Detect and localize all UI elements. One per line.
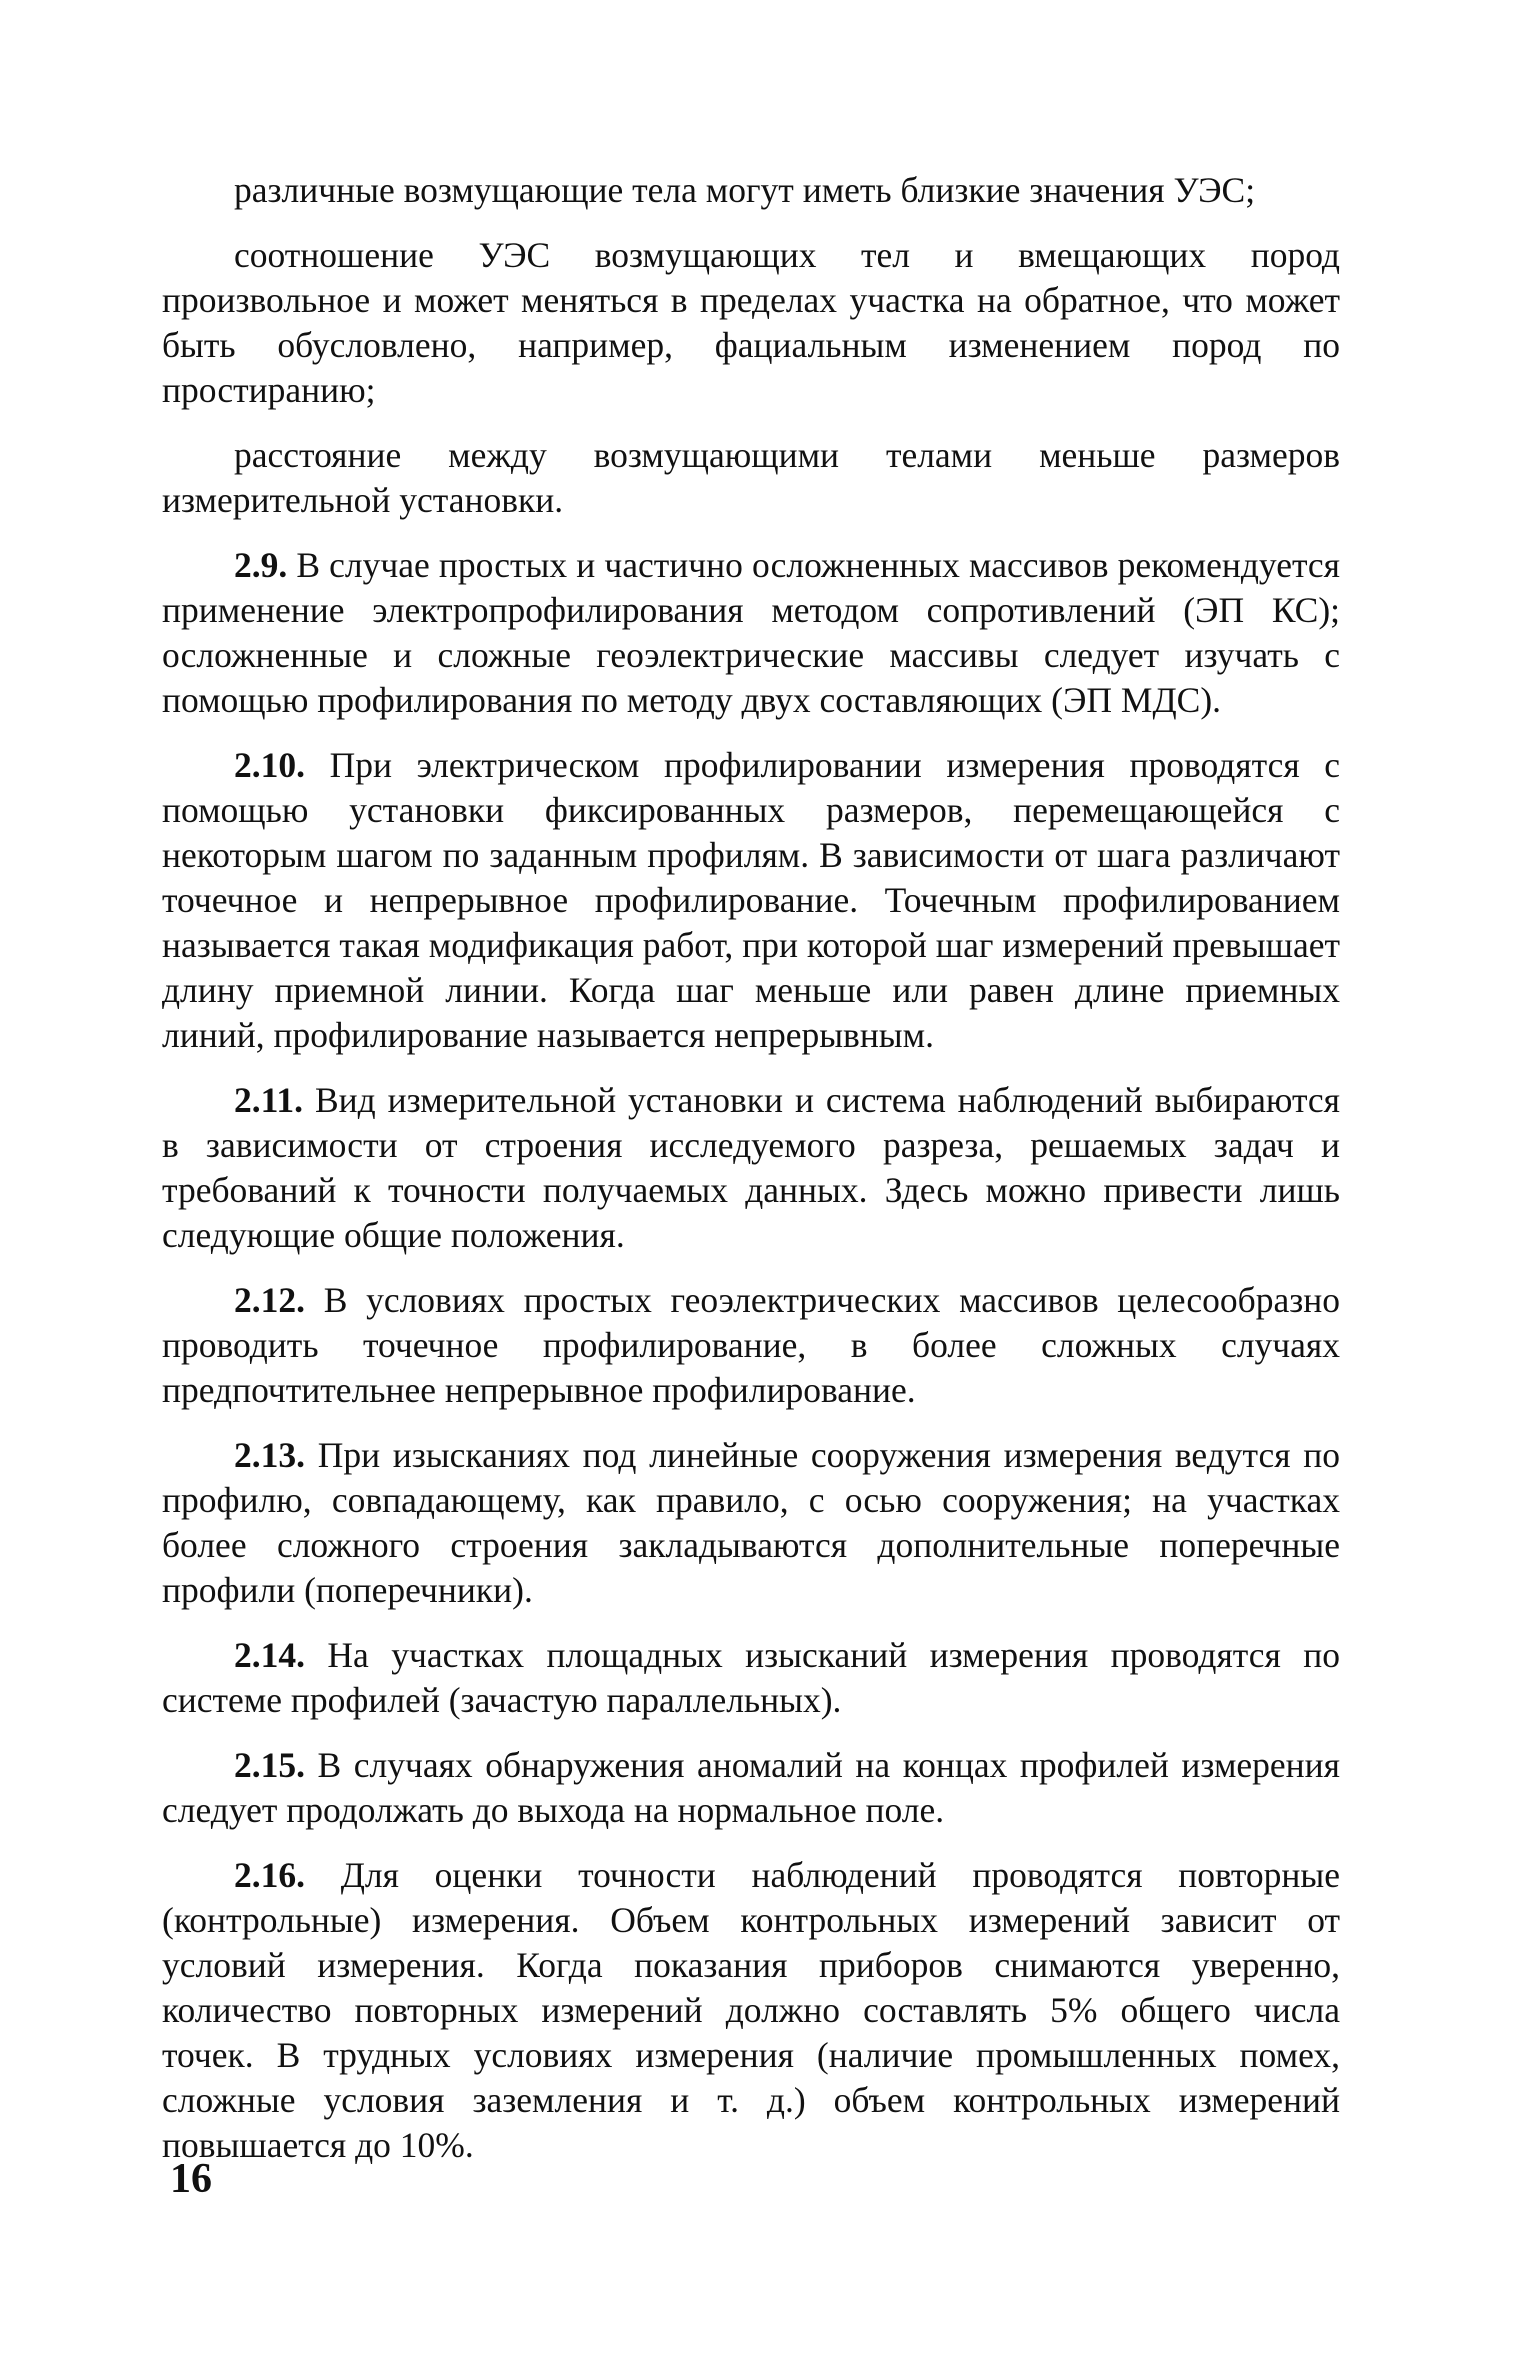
paragraph-3 — [162, 433, 1340, 523]
paragraph-text: соотношение УЭС возмущающих тел и вмещающих пород произвольное и может меняться в пределах участка на обратное, что может быть обусловлено, например, фациальным изменением пород по простиранию; — [162, 235, 1340, 410]
page-body — [162, 168, 1340, 2188]
paragraph-text: расстояние между возмущающими телами меньше размеров измерительной установки. — [162, 435, 1340, 520]
paragraph-text: Для оценки точности наблюдений проводятся повторные (контрольные) измерения. Объем контрольных измерений зависит от условий измерения. Когда показания приборов снимаются уверенно, количество повторных измерений должно составлять 5% общего числа точек. В трудных условиях измерения (наличие промышленных помех, сложные условия заземления и т. д.) объем контрольных измерений повышается до 10%. — [162, 1855, 1341, 2165]
paragraph-2 — [162, 233, 1340, 413]
section-number: 2.9. — [234, 545, 288, 585]
paragraph-text: Вид измерительной установки и система наблюдений выбираются в зависимости от строения исследуемого разреза, решаемых задач и требований к точности получаемых данных. Здесь можно привести лишь следующие общие положения. — [162, 1080, 1340, 1255]
section-2-15 — [162, 1743, 1340, 1833]
section-number: 2.16. — [234, 1855, 305, 1895]
page-number: 16 — [170, 2156, 212, 2202]
paragraph-text: При изысканиях под линейные сооружения измерения ведутся по профилю, совпадающему, как правило, с осью сооружения; на участках более сложного строения закладываются дополнительные поперечные профили (поперечники). — [162, 1435, 1340, 1610]
section-2-16 — [162, 1853, 1340, 2168]
paragraph-text: В условиях простых геоэлектрических массивов целесообразно проводить точечное профилирование, в более сложных случаях предпочтительнее непрерывное профилирование. — [162, 1280, 1340, 1410]
paragraph-text: На участках площадных изысканий измерения проводятся по системе профилей (зачастую параллельных). — [162, 1635, 1340, 1720]
section-2-12 — [162, 1278, 1340, 1413]
section-number: 2.15. — [234, 1745, 305, 1785]
section-number: 2.11. — [234, 1080, 304, 1120]
section-2-11 — [162, 1078, 1340, 1258]
section-number: 2.13. — [234, 1435, 305, 1475]
paragraph-text: В случаях обнаружения аномалий на концах профилей измерения следует продолжать до выхода на нормальное поле. — [162, 1745, 1341, 1830]
section-number: 2.12. — [234, 1280, 305, 1320]
section-number: 2.14. — [234, 1635, 305, 1675]
section-2-14 — [162, 1633, 1340, 1723]
section-number: 2.10. — [234, 745, 305, 785]
paragraph-text: При электрическом профилировании измерения проводятся с помощью установки фиксированных размеров, перемещающейся с некоторым шагом по заданным профилям. В зависимости от шага различают точечное и непрерывное профилирование. Точечным профилированием называется такая модификация работ, при которой шаг измерений превышает длину приемной линии. Когда шаг меньше или равен длине приемных линий, профилирование называется непрерывным. — [162, 745, 1341, 1055]
section-2-9 — [162, 543, 1340, 723]
paragraph-text: В случае простых и частично осложненных массивов рекомендуется применение электропрофилирования методом сопротивлений (ЭП КС); осложненные и сложные геоэлектрические массивы следует изучать с помощью профилирования по методу двух составляющих (ЭП МДС). — [162, 545, 1340, 720]
paragraph-text: различные возмущающие тела могут иметь близкие значения УЭС; — [234, 170, 1256, 210]
section-2-13 — [162, 1433, 1340, 1613]
section-2-10 — [162, 743, 1340, 1058]
paragraph-1 — [162, 168, 1340, 213]
